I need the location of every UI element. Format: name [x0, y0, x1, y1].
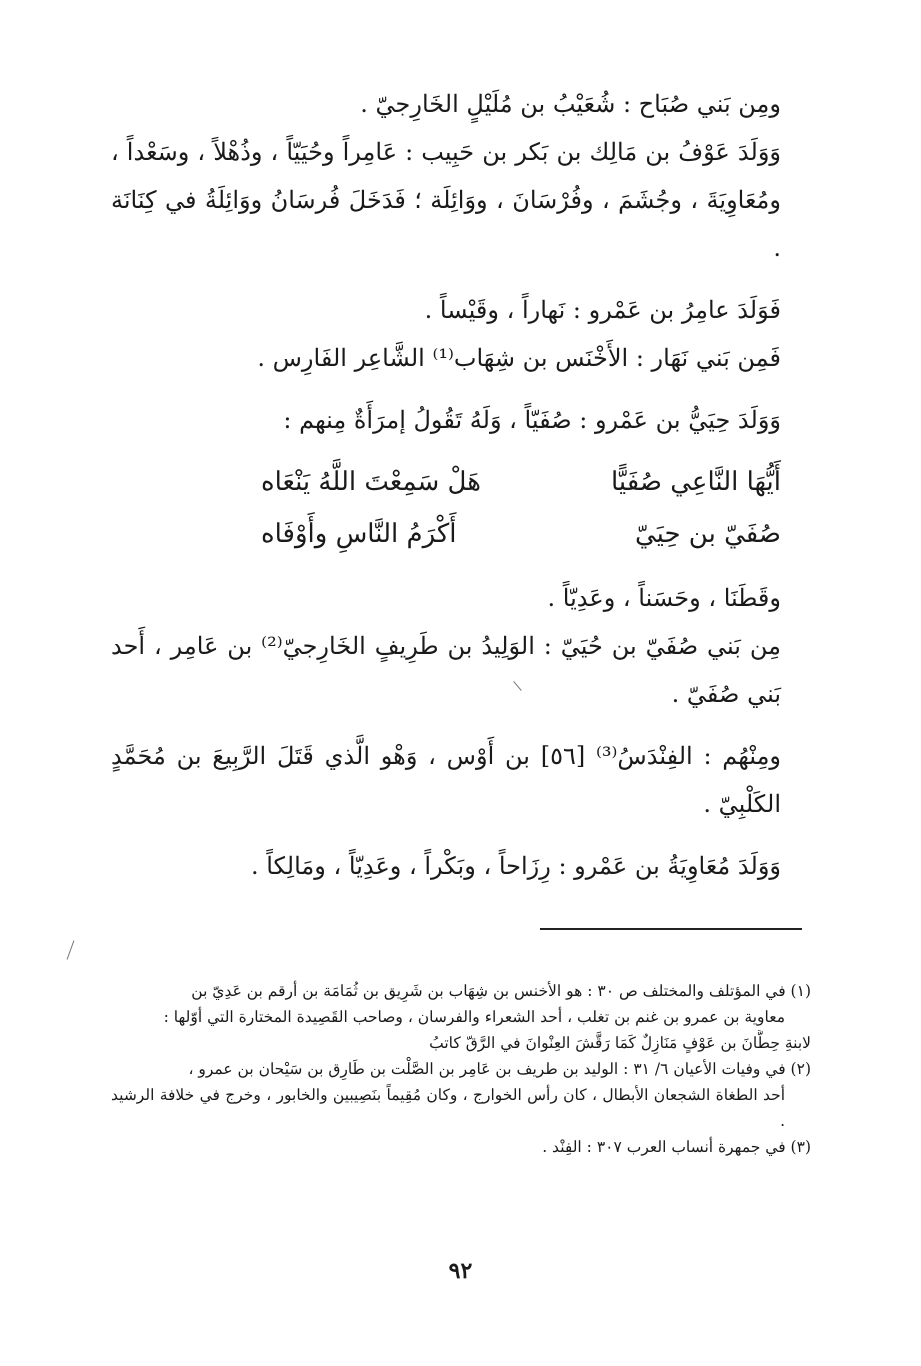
poem — [111, 456, 811, 560]
main-text — [111, 80, 811, 890]
paragraph-bani-sufay: مِن بَني صُفَيّ بن حُيَيّ : الوَلِيدُ بن طَرِيفٍ الخَارِجيّ⁽²⁾ بن عَامِر ، أَحد بَني صُفَيّ . — [111, 632, 782, 708]
poem-line-2-first-hemistich: صُفَيّ بن حِيَيّ — [634, 519, 781, 549]
poem-line-1 — [261, 456, 781, 508]
scan-mark — [67, 940, 75, 959]
footnote-3: (٣) في جمهرة أنساب العرب ٣٠٧ : الفِنْد . — [542, 1138, 811, 1156]
poem-line-1-second-hemistich: هَلْ سَمِعْتَ اللَّهُ يَنْعَاه — [261, 467, 481, 497]
paragraph-bani-nahar: فَمِن بَني نَهَار : الأَخْنَس بن شِهَاب⁽¹⁾ الشَّاعِر الفَارِس . — [257, 344, 781, 372]
paragraph-qatan: وقَطَنَا ، وحَسَناً ، وعَدِيّاً . — [547, 584, 781, 612]
paragraph-awf-sons: وَوَلَدَ عَوْفُ بن مَالِك بن بَكر بن حَبِيب : عَامِراً وحُيَيّاً ، وذُهْلاً ، وسَعْداً ، ومُعَاوِيَةَ ، وجُشَمَ ، وفُرْسَانَ ، ووَائِلَة ؛ فَدَخَلَ فُرسَانُ ووَائِلَةُ في كِنَانَة . — [111, 138, 781, 262]
paragraph-findas: ومِنْهُم : الفِنْدَسُ⁽³⁾ [٥٦] بن أَوْس ، وَهْو الَّذي قَتَلَ الرَّبِيعَ بن مُحَمَّدٍ الكَلْبِيّ . — [111, 742, 782, 818]
footnotes — [111, 978, 811, 1160]
page-number: ٩٢ — [448, 1258, 473, 1284]
footnote-2: (٢) في وفيات الأعيان ٦/ ٣١ : الوليد بن طريف بن عَامِر بن الصَّلْت بن طَارِق بن سَيْحان بن عمرو ، — [188, 1060, 811, 1078]
footnote-2-continuation: أحد الطغاة الشجعان الأبطال ، كان رأس الخوارج ، وكان مُقِيماً بنَصِيبين والخابور ، وخرج في خلافة الرشيد . — [111, 1086, 785, 1130]
poem-line-1-first-hemistich: أَيُّهَا النَّاعِي صُفَيًّا — [611, 467, 781, 497]
footnote-1: (١) في المؤتلف والمختلف ص ٣٠ : هو الأخنس بن شِهَاب بن شَرِيق بن ثُمَامَة بن أرقم بن عَدِيّ بن — [191, 982, 811, 1000]
footnote-separator — [540, 928, 802, 930]
footnote-1-verse: لابنةِ حِطَّانَ بن عَوْفٍ مَنَازِلٌ كَمَا رَقَّشَ العِنْوانَ في الرَّقّ كاتبُ — [429, 1034, 811, 1052]
poem-line-2 — [261, 508, 781, 560]
paragraph-amir-sons: فَوَلَدَ عامِرُ بن عَمْرو : نَهاراً ، وقَيْساً . — [424, 296, 781, 324]
footnote-1-continuation: معاوية بن عمرو بن غنم بن تغلب ، أحد الشعراء والفرسان ، وصاحب القَصِيدة المختارة التي أوّلها : — [163, 1008, 785, 1026]
paragraph-muawiya-sons: وَوَلَدَ مُعَاوِيَةُ بن عَمْرو : رِزَاحاً ، وبَكْراً ، وعَدِيّاً ، ومَالِكاً . — [250, 852, 781, 880]
paragraph-bani-subah: ومِن بَني صُبَاح : شُعَيْبُ بن مُلَيْلٍ الخَارِجيّ . — [360, 90, 781, 118]
paragraph-hiyay-sons: وَوَلَدَ حِيَيُّ بن عَمْرو : صُفَيّاً ، وَلَهُ تَقُولُ إمرَأَةٌ مِنهم : — [283, 406, 781, 434]
poem-line-2-second-hemistich: أَكْرَمُ النَّاسِ وأَوْفَاه — [261, 519, 457, 549]
